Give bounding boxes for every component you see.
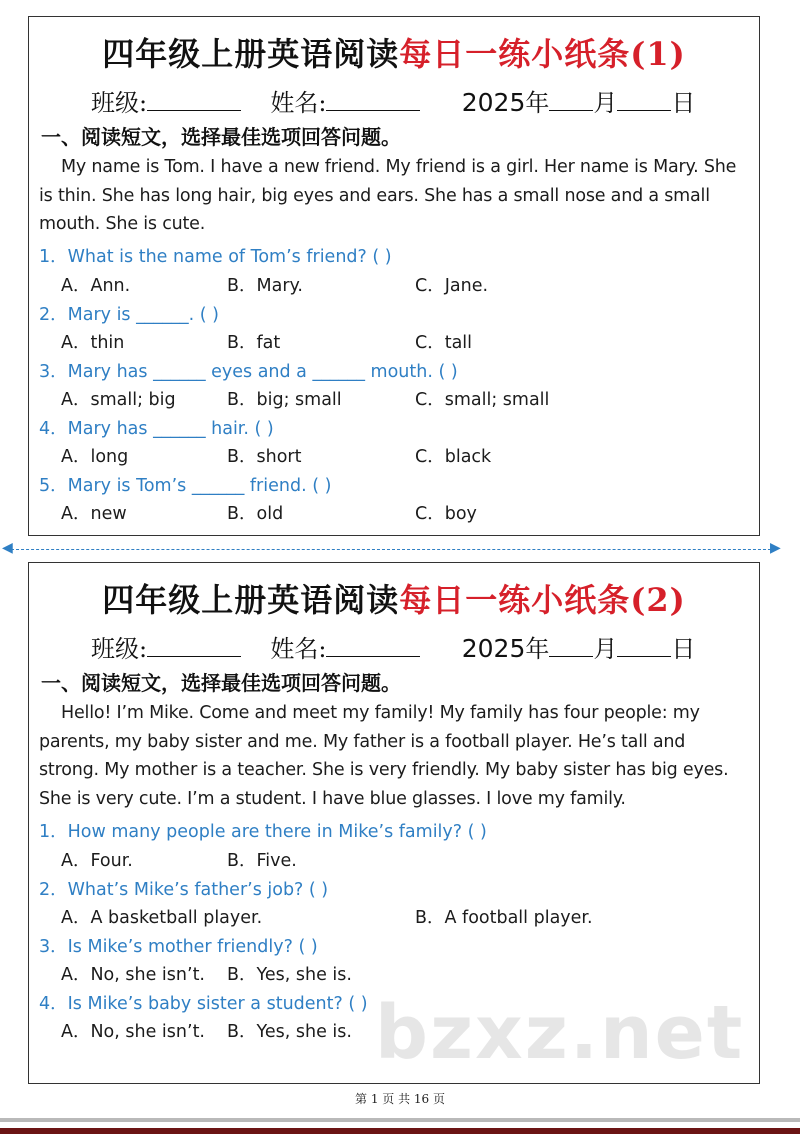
option-c: C．black — [415, 447, 492, 467]
cut-line — [6, 549, 776, 550]
year-char: 年 — [525, 635, 550, 663]
question-1: 1．What is the name of Tom’s friend? ( ) — [39, 247, 392, 267]
title-main: 四年级上册英语阅读 — [102, 581, 400, 619]
page-footer: 第 1 页 共 16 页 — [355, 1092, 445, 1106]
option-b: B．big; small — [227, 390, 342, 410]
option-a: A．thin — [61, 333, 125, 353]
name-blank — [326, 92, 420, 111]
name-label: 姓名: — [270, 635, 327, 663]
option-b: B．Five. — [227, 851, 297, 871]
option-c: C．tall — [415, 333, 473, 353]
footer-bar — [0, 1128, 800, 1134]
class-blank — [147, 638, 241, 657]
year-char: 年 — [525, 89, 550, 117]
arrow-left-icon: ◀ — [2, 540, 13, 556]
question-3: 3．Mary has ______ eyes and a ______ mouth. ( ) — [39, 362, 458, 382]
worksheet-card-1 — [28, 16, 760, 536]
option-c: C．Jane. — [415, 276, 489, 296]
class-label: 班级: — [91, 635, 148, 663]
name-blank — [326, 638, 420, 657]
option-a: A．small; big — [61, 390, 176, 410]
month-blank — [549, 92, 593, 111]
option-a: A．Ann. — [61, 276, 131, 296]
option-a: A．Four. — [61, 851, 133, 871]
watermark: bzxz.net — [375, 990, 745, 1076]
option-c: C．small; small — [415, 390, 550, 410]
card-title — [29, 29, 759, 75]
question-1: 1．How many people are there in Mike’s family? ( ) — [39, 822, 487, 842]
question-5: 5．Mary is Tom’s ______ friend. ( ) — [39, 476, 332, 496]
question-3: 3．Is Mike’s mother friendly? ( ) — [39, 937, 318, 957]
student-info-row — [91, 629, 695, 664]
question-2: 2．What’s Mike’s father’s job? ( ) — [39, 880, 329, 900]
question-4: 4．Mary has ______ hair. ( ) — [39, 419, 274, 439]
class-blank — [147, 92, 241, 111]
day-blank — [617, 92, 671, 111]
question-4: 4．Is Mike’s baby sister a student? ( ) — [39, 994, 368, 1014]
card-title — [29, 575, 759, 621]
title-highlight: 每日一练小纸条(2) — [399, 581, 686, 619]
section-heading: 一、阅读短文，选择最佳选项回答问题。 — [41, 671, 401, 695]
option-b: B．short — [227, 447, 302, 467]
option-a: A．new — [61, 504, 127, 524]
option-a: A．No, she isn’t. — [61, 1022, 205, 1042]
month-blank — [549, 638, 593, 657]
option-a: A．long — [61, 447, 129, 467]
option-a: A．No, she isn’t. — [61, 965, 205, 985]
option-a: A．A basketball player. — [61, 908, 263, 928]
reading-passage: Hello! I’m Mike. Come and meet my family! My family has four people: my parents, my baby sister and me. My father is a football player. He’s tall and strong. My mother is a teacher. She is very friendly. My baby sister has big eyes. She is very cute. I’m a student. I have blue glasses. I love my family. — [39, 703, 729, 809]
class-label: 班级: — [91, 89, 148, 117]
year-value: 2025 — [461, 88, 526, 117]
option-b: B．A football player. — [415, 908, 593, 928]
question-2: 2．Mary is ______. ( ) — [39, 305, 219, 325]
day-blank — [617, 638, 671, 657]
section-heading: 一、阅读短文，选择最佳选项回答问题。 — [41, 125, 401, 149]
day-char: 日 — [671, 89, 696, 117]
student-info-row — [91, 83, 695, 118]
footer-divider — [0, 1118, 800, 1122]
title-main: 四年级上册英语阅读 — [102, 35, 400, 73]
option-b: B．Yes, she is. — [227, 1022, 352, 1042]
option-b: B．old — [227, 504, 284, 524]
title-highlight: 每日一练小纸条(1) — [399, 35, 686, 73]
day-char: 日 — [671, 635, 696, 663]
arrow-right-icon: ▶ — [770, 540, 781, 556]
month-char: 月 — [593, 89, 618, 117]
option-c: C．boy — [415, 504, 477, 524]
reading-passage: My name is Tom. I have a new friend. My friend is a girl. Her name is Mary. She is thin. She has long hair, big eyes and ears. She has a small nose and a small mouth. She is cute. — [39, 157, 737, 234]
option-b: B．Mary. — [227, 276, 303, 296]
option-b: B．fat — [227, 333, 281, 353]
option-b: B．Yes, she is. — [227, 965, 352, 985]
month-char: 月 — [593, 635, 618, 663]
name-label: 姓名: — [270, 89, 327, 117]
year-value: 2025 — [461, 634, 526, 663]
